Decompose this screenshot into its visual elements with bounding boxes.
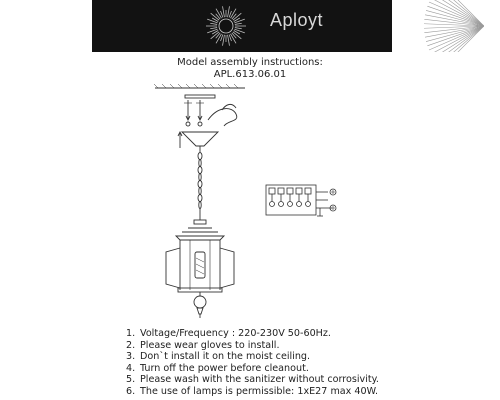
wire-loop: [208, 109, 237, 126]
screw-head: [186, 122, 190, 126]
finial: [197, 308, 203, 314]
list-item-text: Don`t install it on the moist ceiling.: [140, 351, 311, 363]
glass-panel-right: [220, 248, 234, 288]
terminal-block: [266, 185, 316, 215]
list-item-number: 5.: [126, 374, 136, 386]
lamp-crown: [182, 228, 218, 232]
list-item-text: Voltage/Frequency : 220-230V 50-60Hz.: [140, 328, 331, 339]
list-item: [126, 386, 379, 398]
list-item-number: 3.: [126, 351, 136, 363]
pendant-lamp-diagram: [140, 80, 260, 320]
chain: [198, 153, 202, 209]
list-item: [126, 328, 379, 340]
list-item-number: 1.: [126, 328, 136, 339]
list-item: [126, 340, 379, 352]
list-item-text: The use of lamps is permissible: 1xE27 max 40W.: [140, 385, 379, 397]
list-item-text: Please wear gloves to install.: [140, 339, 280, 351]
list-item: [126, 374, 379, 386]
bulb-socket: [195, 252, 205, 278]
instruction-list: [126, 328, 379, 398]
model-code: APL.613.06.01: [213, 69, 287, 80]
ball-ornament: [194, 296, 206, 308]
sun-logo-icon: [204, 4, 248, 48]
decorative-rays-icon: [410, 0, 484, 52]
mounting-plate: [185, 95, 215, 98]
list-item: [126, 363, 379, 375]
list-item-number: 6.: [126, 385, 136, 397]
canopy: [182, 132, 218, 146]
lamp-bottom-rim: [178, 288, 222, 292]
list-item-text: Turn off the power before cleanout.: [140, 362, 309, 374]
glass-panel-left: [166, 248, 180, 288]
lamp-top-cap: [194, 220, 206, 224]
list-item-number: 4.: [126, 362, 136, 374]
list-item: [126, 351, 379, 363]
brand-name: Aployt: [270, 10, 324, 30]
ceiling-hatch: [154, 84, 238, 88]
list-item-text: Please wash with the sanitizer without corrosivity.: [140, 374, 379, 386]
list-item-number: 2.: [126, 339, 136, 351]
brand-banner: [92, 0, 392, 52]
screw-head: [198, 122, 202, 126]
page-title: Model assembly instructions:: [177, 57, 323, 68]
terminal-block-wiring-diagram: [262, 182, 344, 224]
